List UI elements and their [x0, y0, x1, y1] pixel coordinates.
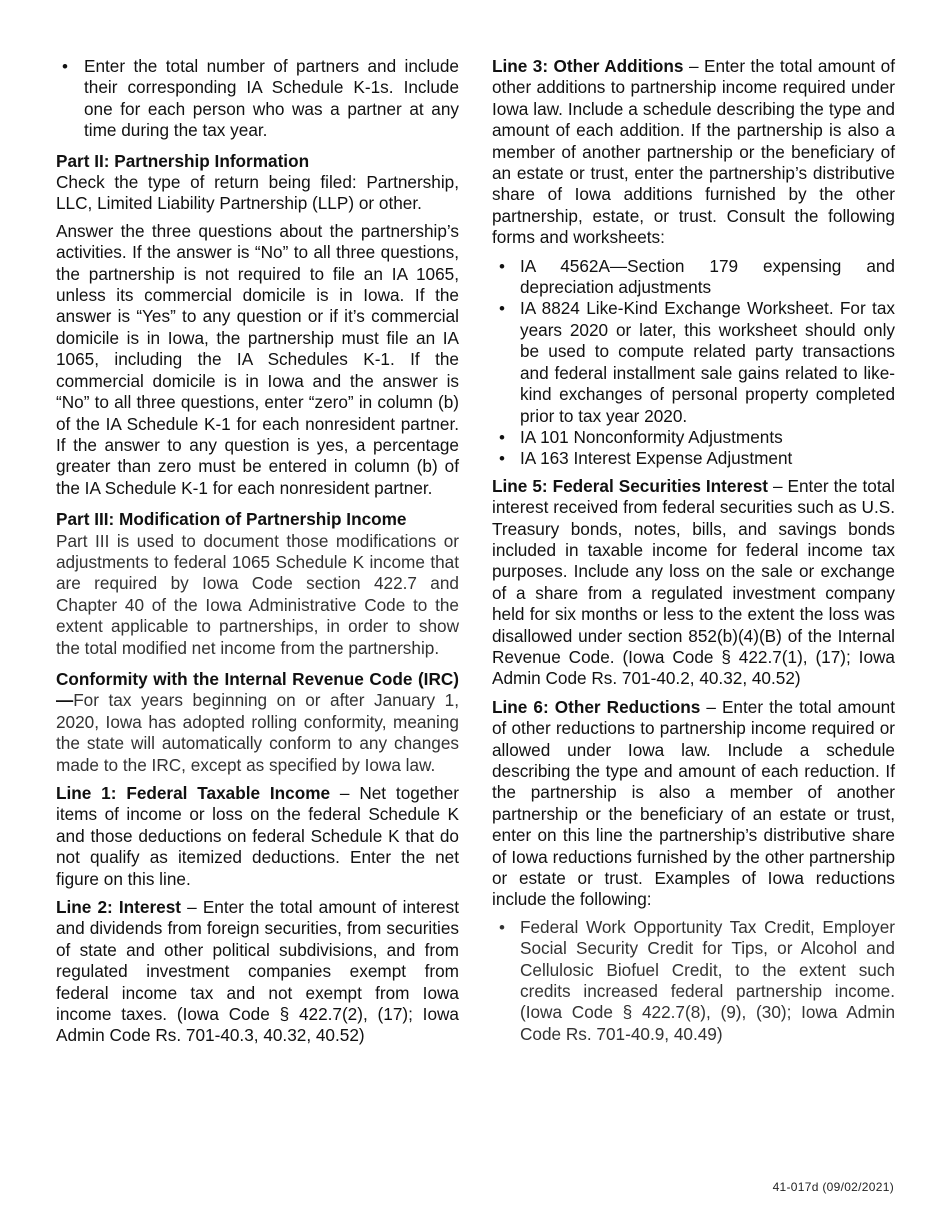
list-item: • Federal Work Opportunity Tax Credit, Employer Social Security Credit for Tips, or Alcohol and Cellulosic Biofuel Credit, to the extent such credits increased federal partnership income. (Iowa Code § 422.7(8), (9), (30); Iowa Admin Code Rs. 701-40.9, 40.49) [492, 917, 895, 1045]
bullet-item: • Enter the total number of partners and include their corresponding IA Schedule K-1s. Include one for each person who was a partner at any time during the tax year. [56, 56, 459, 142]
line6-body: – Enter the total amount of other reductions to partnership income required or allowed under Iowa law. Include a schedule describing the type and amount of each reduction. If the partnership is also a member of another partnership or the beneficiary of an estate or trust, enter on this line the partnership’s distributive share of Iowa reductions furnished by the other partnership or estate or trust. Examples of Iowa reductions include the following: [492, 696, 895, 910]
list-item: • IA 163 Interest Expense Adjustment [492, 448, 895, 469]
conformity-paragraph [56, 669, 459, 776]
list-item: • IA 101 Nonconformity Adjustments [492, 427, 895, 448]
line6-paragraph [492, 697, 895, 911]
line1-paragraph [56, 783, 459, 890]
part2-heading: Part II: Partnership Information [56, 150, 310, 171]
list-item: • IA 4562A—Section 179 expensing and depreciation adjustments [492, 256, 895, 299]
line5-body: – Enter the total interest received from federal securities such as U.S. Treasury bonds, notes, bills, and savings bonds included in taxable income for federal income tax purposes. Include any loss on the sale or exchange of a share from a regulated investment company held for six months or less to the extent the loss was disallowed under section 852(b)(4)(B) of the Internal Revenue Code. (Iowa Code § 422.7(1), (17); Iowa Admin Code Rs. 701-40.2, 40.32, 40.52) [492, 475, 895, 689]
part2-para2: Answer the three questions about the partnership’s activities. If the answer is “No” to all three questions, the partnership is not required to file an IA 1065, unless its commercial domicile is in Iowa. If the answer is “Yes” to any question or if it’s commercial domicile is in Iowa, the partnership must file an IA 1065, including the IA Schedules K-1. If the commercial domicile is in Iowa and the answer is “No” to all three questions, enter “zero” in column (b) of the IA Schedule K-1 for each nonresident partner. If the answer to any question is yes, a percentage greater than zero must be entered in column (b) of the IA Schedule K-1 for each nonresident partner. [56, 220, 459, 498]
line2-title: Line 2: Interest [56, 897, 181, 918]
line3-title: Line 3: Other Additions [492, 56, 684, 76]
line3-paragraph [492, 56, 895, 249]
right-column [492, 56, 895, 1051]
line5-paragraph [492, 476, 895, 690]
form-id-footer: 41-017d (09/02/2021) [772, 1180, 894, 1194]
part2-para1: Check the type of return being filed: Partnership, LLC, Limited Liability Partnership (LLP) or other. [56, 172, 459, 214]
list-item: • IA 8824 Like-Kind Exchange Worksheet. For tax years 2020 or later, this worksheet should only be used to compute related party transactions and federal installment sale gains related to like-kind exchanges of personal property completed prior to tax year 2020. [492, 298, 895, 426]
partner-count-bullets [56, 56, 459, 142]
line3-body: – Enter the total amount of other additions to partnership income required under Iowa law. Include a schedule describing the type and amount of each addition. If the partnership is also a member of another partnership or the beneficiary of an estate or trust, enter the partnership’s distributive share of Iowa additions furnished by the other partnership, estate, or trust. Consult the following forms and worksheets: [492, 56, 895, 248]
line3-forms-list [492, 256, 895, 470]
line2-body: – Enter the total amount of interest and dividends from foreign securities, from securities of state and other political subdivisions, and from regulated investment companies exempt from federal income tax and not exempt from Iowa income taxes. (Iowa Code § 422.7(2), (17); Iowa Admin Code Rs. 701-40.3, 40.32, 40.52) [56, 897, 459, 1046]
left-column [56, 56, 459, 1053]
conformity-title: Conformity with the Internal Revenue Code (IRC)— [56, 668, 459, 711]
line2-paragraph [56, 897, 459, 1047]
line1-title: Line 1: Federal Taxable Income [56, 783, 331, 803]
part3-heading: Part III: Modification of Partnership Income [56, 509, 407, 530]
line1-body: – Net together items of income or loss on the federal Schedule K and those deductions on federal Schedule K that do not qualify as itemized deductions. Enter the net figure on this line. [56, 783, 459, 889]
line6-title: Line 6: Other Reductions [492, 696, 701, 717]
line6-reductions-list [492, 917, 895, 1045]
conformity-body: For tax years beginning on or after January 1, 2020, Iowa has adopted rolling conformity, meaning the state will automatically conform to any changes made to the IRC, except as specified by Iowa law. [56, 690, 459, 775]
part3-para1: Part III is used to document those modifications or adjustments to federal 1065 Schedule K income that are required by Iowa Code section 422.7 and Chapter 40 of the Iowa Administrative Code to the extent applicable to partnerships, in order to show the total modified net income from the partnership. [56, 530, 459, 658]
line5-title: Line 5: Federal Securities Interest [492, 475, 768, 496]
